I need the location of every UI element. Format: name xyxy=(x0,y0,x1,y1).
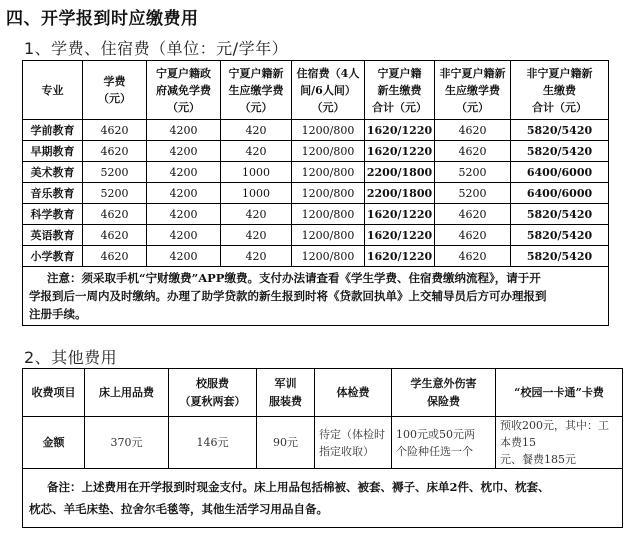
header-cell: 学费 （元） xyxy=(83,61,147,120)
other-fees-subheading: 2、其他费用 xyxy=(24,348,118,367)
header-cell: 非宁夏户籍新 生应缴学费 （元） xyxy=(435,61,511,120)
section-heading: 四、开学报到时应缴费用 xyxy=(6,9,199,29)
header-cell: 宁夏户籍新 生应缴学费 （元） xyxy=(221,61,292,120)
amount-row xyxy=(23,417,623,469)
header-cell: 校服费 （夏秋两套） xyxy=(169,369,257,417)
header-cell: 非宁夏户籍新 生缴费 合计（元） xyxy=(511,61,609,120)
table-row: 美术教育 5200 4200 1000 1200/800 2200/1800 5200 6400/6000 xyxy=(23,162,609,183)
tuition-header-row xyxy=(23,61,609,120)
tuition-table xyxy=(22,60,609,326)
header-cell: 宁夏户籍 新生缴费 合计（元） xyxy=(365,61,435,120)
amount-label: 金额 xyxy=(23,417,85,469)
amount-cell: 146元 xyxy=(169,417,257,469)
header-cell: 床上用品费 xyxy=(85,369,169,417)
tuition-subheading: 1、学费、住宿费（单位：元/学年） xyxy=(24,39,289,58)
amount-cell: 预收200元，其中：工本费15 元、餐费185元 xyxy=(496,417,623,469)
header-cell: 专业 xyxy=(23,61,83,120)
other-fees-table xyxy=(22,368,623,528)
header-cell: 收费项目 xyxy=(23,369,85,417)
header-cell: 宁夏户籍政 府减免学费 （元） xyxy=(147,61,221,120)
table-row: 学前教育 4620 4200 420 1200/800 1620/1220 4620 5820/5420 xyxy=(23,120,609,141)
header-cell: “校园一卡通”卡费 xyxy=(496,369,623,417)
other-fees-header-row xyxy=(23,369,623,417)
table-row: 音乐教育 5200 4200 1000 1200/800 2200/1800 5200 6400/6000 xyxy=(23,183,609,204)
amount-cell: 待定（体检时 指定收取） xyxy=(315,417,392,469)
table-row: 小学教育 4620 4200 420 1200/800 1620/1220 4620 5820/5420 xyxy=(23,246,609,267)
header-cell: 体检费 xyxy=(315,369,392,417)
table-row: 科学教育 4620 4200 420 1200/800 1620/1220 4620 5820/5420 xyxy=(23,204,609,225)
amount-cell: 90元 xyxy=(257,417,315,469)
header-cell: 住宿费（4人 间/6人间） （元） xyxy=(292,61,365,120)
other-fees-note: 备注：上述费用在开学报到时现金支付。床上用品包括棉被、被套、褥子、床单2件、枕巾、枕套、 枕芯、羊毛床垫、拉舍尔毛毯等，其他生活学习用品自备。 xyxy=(23,469,623,528)
table-row: 英语教育 4620 4200 420 1200/800 1620/1220 4620 5820/5420 xyxy=(23,225,609,246)
header-cell: 学生意外伤害 保险费 xyxy=(392,369,496,417)
amount-cell: 370元 xyxy=(85,417,169,469)
amount-cell: 100元或50元两 个险种任选一个 xyxy=(392,417,496,469)
other-fees-note-row xyxy=(23,469,623,528)
tuition-note-row xyxy=(23,267,609,326)
table-row: 早期教育 4620 4200 420 1200/800 1620/1220 4620 5820/5420 xyxy=(23,141,609,162)
tuition-note: 注意：须采取手机“宁财缴费”APP缴费。支付办法请查看《学生学费、住宿费缴纳流程》，请于开 学报到后一周内及时缴纳。办理了助学贷款的新生报到时将《贷款回执单》上交辅导员后方可办理报到 注册手续。 xyxy=(23,267,609,326)
header-cell: 军训 服装费 xyxy=(257,369,315,417)
